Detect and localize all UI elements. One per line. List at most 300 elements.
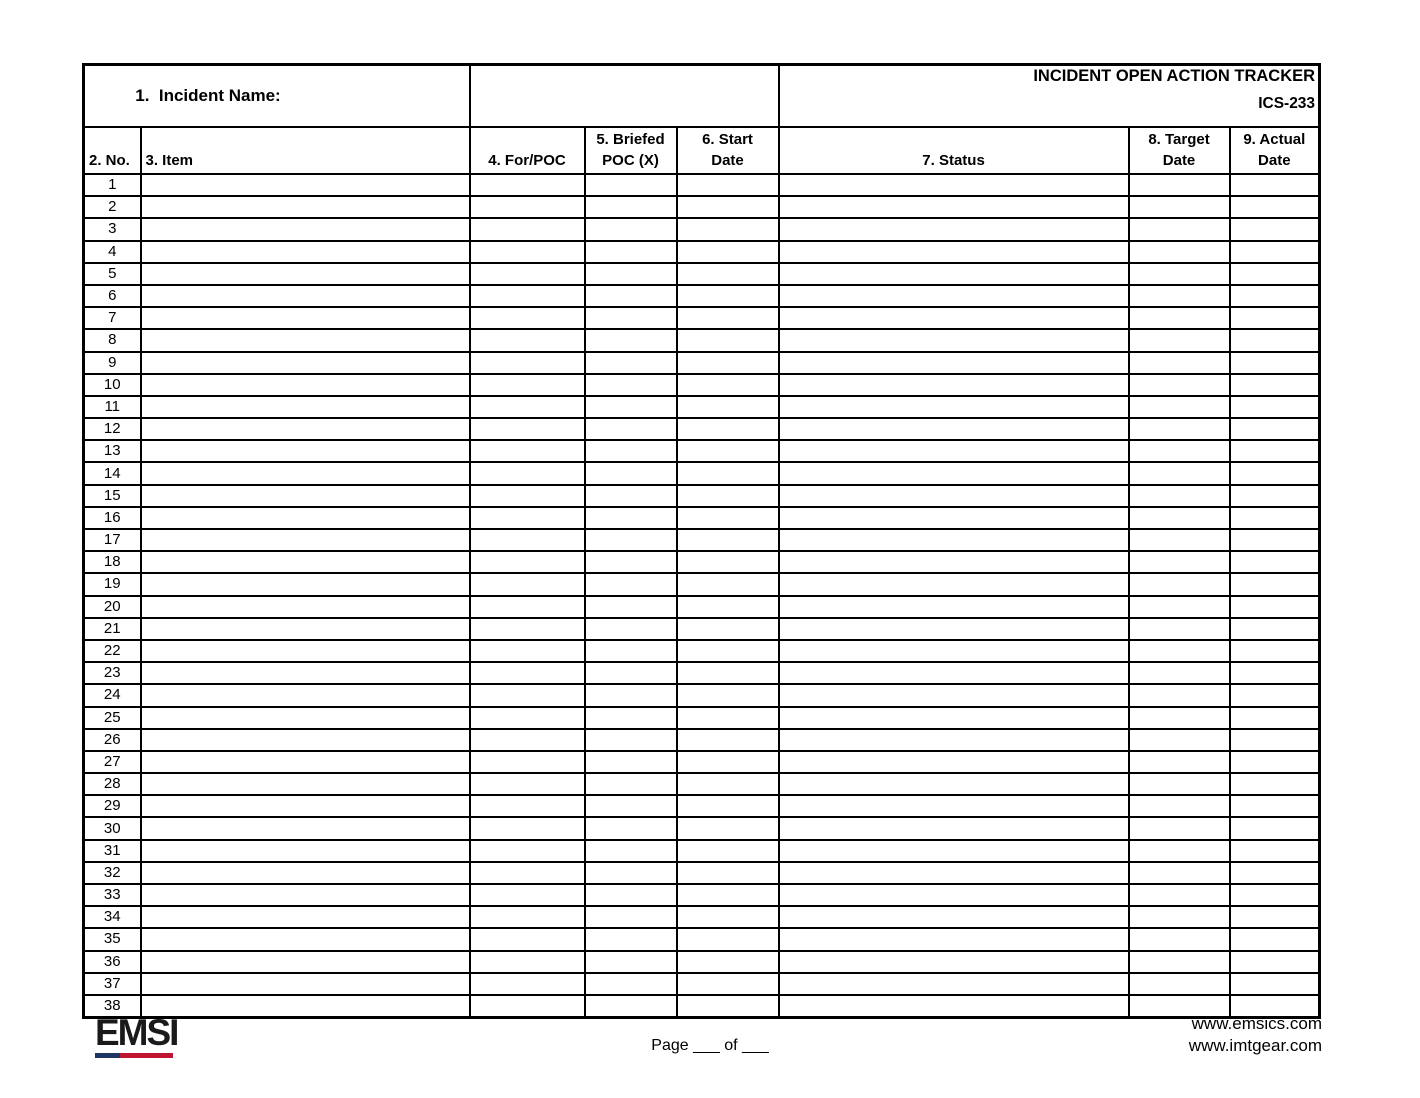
row-number-cell: 21 (84, 618, 141, 640)
target-date-cell[interactable] (1129, 640, 1230, 662)
table-row (84, 773, 1320, 795)
for-poc-cell[interactable] (470, 973, 585, 995)
for-poc-cell[interactable] (470, 795, 585, 817)
target-date-cell[interactable] (1129, 684, 1230, 706)
item-cell[interactable] (141, 440, 470, 462)
briefed-poc-cell[interactable] (585, 396, 677, 418)
for-poc-cell[interactable] (470, 263, 585, 285)
item-cell[interactable] (141, 462, 470, 484)
status-cell[interactable] (779, 329, 1129, 351)
item-cell[interactable] (141, 374, 470, 396)
status-cell[interactable] (779, 218, 1129, 240)
target-date-cell[interactable] (1129, 707, 1230, 729)
start-date-cell[interactable] (677, 862, 779, 884)
item-cell[interactable] (141, 906, 470, 928)
for-poc-cell[interactable] (470, 995, 585, 1017)
target-date-cell[interactable] (1129, 573, 1230, 595)
form-title-row (84, 65, 1320, 128)
status-cell[interactable] (779, 418, 1129, 440)
for-poc-cell[interactable] (470, 329, 585, 351)
actual-date-cell[interactable] (1230, 418, 1320, 440)
start-date-cell[interactable] (677, 951, 779, 973)
status-cell[interactable] (779, 374, 1129, 396)
start-date-cell[interactable] (677, 329, 779, 351)
for-poc-cell[interactable] (470, 884, 585, 906)
actual-date-cell[interactable] (1230, 551, 1320, 573)
for-poc-cell[interactable] (470, 241, 585, 263)
row-number-cell: 27 (84, 751, 141, 773)
for-poc-cell[interactable] (470, 174, 585, 196)
target-date-cell[interactable] (1129, 795, 1230, 817)
briefed-poc-cell[interactable] (585, 374, 677, 396)
row-number-cell: 5 (84, 263, 141, 285)
actual-date-cell[interactable] (1230, 640, 1320, 662)
for-poc-cell[interactable] (470, 440, 585, 462)
briefed-poc-cell[interactable] (585, 551, 677, 573)
item-cell[interactable] (141, 795, 470, 817)
target-date-cell[interactable] (1129, 773, 1230, 795)
item-cell[interactable] (141, 241, 470, 263)
row-number-cell: 32 (84, 862, 141, 884)
target-date-cell[interactable] (1129, 329, 1230, 351)
item-cell[interactable] (141, 174, 470, 196)
table-row (84, 906, 1320, 928)
start-date-cell[interactable] (677, 618, 779, 640)
actual-date-cell[interactable] (1230, 662, 1320, 684)
row-number-cell: 14 (84, 462, 141, 484)
briefed-poc-cell[interactable] (585, 507, 677, 529)
status-cell[interactable] (779, 707, 1129, 729)
row-number-cell: 1 (84, 174, 141, 196)
for-poc-cell[interactable] (470, 951, 585, 973)
status-cell[interactable] (779, 951, 1129, 973)
for-poc-cell[interactable] (470, 396, 585, 418)
status-cell[interactable] (779, 817, 1129, 839)
actual-date-cell[interactable] (1230, 729, 1320, 751)
briefed-poc-cell[interactable] (585, 485, 677, 507)
target-date-cell[interactable] (1129, 662, 1230, 684)
item-cell[interactable] (141, 551, 470, 573)
for-poc-cell[interactable] (470, 729, 585, 751)
start-date-cell[interactable] (677, 418, 779, 440)
briefed-poc-cell[interactable] (585, 751, 677, 773)
for-poc-cell[interactable] (470, 507, 585, 529)
status-cell[interactable] (779, 618, 1129, 640)
start-date-cell[interactable] (677, 440, 779, 462)
actual-date-cell[interactable] (1230, 329, 1320, 351)
incident-name-field[interactable] (84, 65, 470, 128)
briefed-poc-cell[interactable] (585, 529, 677, 551)
item-cell[interactable] (141, 618, 470, 640)
briefed-poc-cell[interactable] (585, 729, 677, 751)
status-cell[interactable] (779, 285, 1129, 307)
incident-name-label: 1. Incident Name: (135, 86, 281, 105)
actual-date-cell[interactable] (1230, 618, 1320, 640)
start-date-cell[interactable] (677, 352, 779, 374)
briefed-poc-cell[interactable] (585, 973, 677, 995)
actual-date-cell[interactable] (1230, 396, 1320, 418)
status-cell[interactable] (779, 773, 1129, 795)
briefed-poc-cell[interactable] (585, 862, 677, 884)
actual-date-cell[interactable] (1230, 196, 1320, 218)
target-date-cell[interactable] (1129, 374, 1230, 396)
emsi-logo-text: EMSI (95, 1012, 178, 1053)
status-cell[interactable] (779, 529, 1129, 551)
item-cell[interactable] (141, 196, 470, 218)
for-poc-cell[interactable] (470, 285, 585, 307)
start-date-cell[interactable] (677, 684, 779, 706)
briefed-poc-cell[interactable] (585, 840, 677, 862)
actual-date-cell[interactable] (1230, 707, 1320, 729)
status-cell[interactable] (779, 174, 1129, 196)
actual-date-cell[interactable] (1230, 973, 1320, 995)
target-date-cell[interactable] (1129, 906, 1230, 928)
for-poc-cell[interactable] (470, 418, 585, 440)
target-date-cell[interactable] (1129, 884, 1230, 906)
status-cell[interactable] (779, 485, 1129, 507)
start-date-cell[interactable] (677, 485, 779, 507)
table-row (84, 662, 1320, 684)
status-cell[interactable] (779, 396, 1129, 418)
briefed-poc-cell[interactable] (585, 307, 677, 329)
briefed-poc-cell[interactable] (585, 773, 677, 795)
start-date-cell[interactable] (677, 884, 779, 906)
briefed-poc-cell[interactable] (585, 618, 677, 640)
start-date-cell[interactable] (677, 751, 779, 773)
briefed-poc-cell[interactable] (585, 352, 677, 374)
status-cell[interactable] (779, 862, 1129, 884)
briefed-poc-cell[interactable] (585, 707, 677, 729)
actual-date-cell[interactable] (1230, 507, 1320, 529)
row-number-cell: 26 (84, 729, 141, 751)
for-poc-cell[interactable] (470, 928, 585, 950)
target-date-cell[interactable] (1129, 174, 1230, 196)
actual-date-cell[interactable] (1230, 596, 1320, 618)
actual-date-cell[interactable] (1230, 352, 1320, 374)
briefed-poc-cell[interactable] (585, 241, 677, 263)
status-cell[interactable] (779, 196, 1129, 218)
actual-date-cell[interactable] (1230, 285, 1320, 307)
row-number-cell: 13 (84, 440, 141, 462)
actual-date-cell[interactable] (1230, 817, 1320, 839)
row-number-cell: 37 (84, 973, 141, 995)
actual-date-cell[interactable] (1230, 263, 1320, 285)
row-number-cell: 9 (84, 352, 141, 374)
item-cell[interactable] (141, 307, 470, 329)
actual-date-cell[interactable] (1230, 573, 1320, 595)
item-cell[interactable] (141, 485, 470, 507)
start-date-cell[interactable] (677, 596, 779, 618)
item-cell[interactable] (141, 263, 470, 285)
target-date-cell[interactable] (1129, 751, 1230, 773)
incident-name-input-area[interactable] (470, 65, 779, 128)
status-cell[interactable] (779, 241, 1129, 263)
for-poc-cell[interactable] (470, 573, 585, 595)
briefed-poc-cell[interactable] (585, 795, 677, 817)
status-cell[interactable] (779, 263, 1129, 285)
start-date-cell[interactable] (677, 817, 779, 839)
for-poc-cell[interactable] (470, 906, 585, 928)
status-cell[interactable] (779, 884, 1129, 906)
item-cell[interactable] (141, 662, 470, 684)
actual-date-cell[interactable] (1230, 884, 1320, 906)
target-date-cell[interactable] (1129, 840, 1230, 862)
item-cell[interactable] (141, 729, 470, 751)
briefed-poc-cell[interactable] (585, 995, 677, 1017)
actual-date-cell[interactable] (1230, 485, 1320, 507)
row-number-cell: 33 (84, 884, 141, 906)
start-date-cell[interactable] (677, 374, 779, 396)
status-cell[interactable] (779, 995, 1129, 1017)
target-date-cell[interactable] (1129, 551, 1230, 573)
for-poc-cell[interactable] (470, 684, 585, 706)
start-date-cell[interactable] (677, 507, 779, 529)
item-cell[interactable] (141, 973, 470, 995)
briefed-poc-cell[interactable] (585, 906, 677, 928)
for-poc-cell[interactable] (470, 618, 585, 640)
briefed-poc-cell[interactable] (585, 418, 677, 440)
start-date-cell[interactable] (677, 307, 779, 329)
actual-date-cell[interactable] (1230, 951, 1320, 973)
item-cell[interactable] (141, 218, 470, 240)
row-number-cell: 35 (84, 928, 141, 950)
target-date-cell[interactable] (1129, 218, 1230, 240)
for-poc-cell[interactable] (470, 529, 585, 551)
for-poc-cell[interactable] (470, 817, 585, 839)
for-poc-cell[interactable] (470, 218, 585, 240)
status-cell[interactable] (779, 640, 1129, 662)
start-date-cell[interactable] (677, 285, 779, 307)
briefed-poc-cell[interactable] (585, 196, 677, 218)
table-row (84, 329, 1320, 351)
target-date-cell[interactable] (1129, 928, 1230, 950)
for-poc-cell[interactable] (470, 462, 585, 484)
table-row (84, 196, 1320, 218)
status-cell[interactable] (779, 596, 1129, 618)
actual-date-cell[interactable] (1230, 773, 1320, 795)
start-date-cell[interactable] (677, 241, 779, 263)
status-cell[interactable] (779, 462, 1129, 484)
item-cell[interactable] (141, 862, 470, 884)
target-date-cell[interactable] (1129, 817, 1230, 839)
status-cell[interactable] (779, 795, 1129, 817)
briefed-poc-cell[interactable] (585, 662, 677, 684)
item-cell[interactable] (141, 329, 470, 351)
for-poc-cell[interactable] (470, 751, 585, 773)
item-cell[interactable] (141, 529, 470, 551)
briefed-poc-cell[interactable] (585, 951, 677, 973)
actual-date-cell[interactable] (1230, 862, 1320, 884)
item-cell[interactable] (141, 773, 470, 795)
briefed-poc-cell[interactable] (585, 640, 677, 662)
item-cell[interactable] (141, 707, 470, 729)
target-date-cell[interactable] (1129, 973, 1230, 995)
status-cell[interactable] (779, 729, 1129, 751)
item-cell[interactable] (141, 751, 470, 773)
actual-date-cell[interactable] (1230, 241, 1320, 263)
status-cell[interactable] (779, 840, 1129, 862)
target-date-cell[interactable] (1129, 196, 1230, 218)
start-date-cell[interactable] (677, 906, 779, 928)
actual-date-cell[interactable] (1230, 795, 1320, 817)
start-date-cell[interactable] (677, 840, 779, 862)
for-poc-cell[interactable] (470, 662, 585, 684)
target-date-cell[interactable] (1129, 951, 1230, 973)
for-poc-cell[interactable] (470, 862, 585, 884)
item-cell[interactable] (141, 573, 470, 595)
start-date-cell[interactable] (677, 973, 779, 995)
target-date-cell[interactable] (1129, 485, 1230, 507)
for-poc-cell[interactable] (470, 307, 585, 329)
for-poc-cell[interactable] (470, 485, 585, 507)
briefed-poc-cell[interactable] (585, 684, 677, 706)
for-poc-cell[interactable] (470, 551, 585, 573)
item-cell[interactable] (141, 396, 470, 418)
item-cell[interactable] (141, 418, 470, 440)
start-date-cell[interactable] (677, 662, 779, 684)
item-cell[interactable] (141, 352, 470, 374)
status-cell[interactable] (779, 662, 1129, 684)
for-poc-cell[interactable] (470, 640, 585, 662)
start-date-cell[interactable] (677, 529, 779, 551)
for-poc-cell[interactable] (470, 374, 585, 396)
start-date-cell[interactable] (677, 218, 779, 240)
for-poc-cell[interactable] (470, 196, 585, 218)
target-date-cell[interactable] (1129, 729, 1230, 751)
start-date-cell[interactable] (677, 640, 779, 662)
for-poc-cell[interactable] (470, 840, 585, 862)
briefed-poc-cell[interactable] (585, 285, 677, 307)
target-date-cell[interactable] (1129, 352, 1230, 374)
table-row (84, 618, 1320, 640)
start-date-cell[interactable] (677, 707, 779, 729)
briefed-poc-cell[interactable] (585, 218, 677, 240)
target-date-cell[interactable] (1129, 396, 1230, 418)
target-date-cell[interactable] (1129, 307, 1230, 329)
briefed-poc-cell[interactable] (585, 462, 677, 484)
status-cell[interactable] (779, 928, 1129, 950)
start-date-cell[interactable] (677, 928, 779, 950)
actual-date-cell[interactable] (1230, 928, 1320, 950)
for-poc-cell[interactable] (470, 707, 585, 729)
briefed-poc-cell[interactable] (585, 174, 677, 196)
target-date-cell[interactable] (1129, 440, 1230, 462)
status-cell[interactable] (779, 440, 1129, 462)
status-cell[interactable] (779, 751, 1129, 773)
item-cell[interactable] (141, 928, 470, 950)
for-poc-cell[interactable] (470, 773, 585, 795)
briefed-poc-cell[interactable] (585, 440, 677, 462)
target-date-cell[interactable] (1129, 596, 1230, 618)
target-date-cell[interactable] (1129, 529, 1230, 551)
item-cell[interactable] (141, 684, 470, 706)
start-date-cell[interactable] (677, 573, 779, 595)
actual-date-cell[interactable] (1230, 840, 1320, 862)
actual-date-cell[interactable] (1230, 174, 1320, 196)
status-cell[interactable] (779, 551, 1129, 573)
target-date-cell[interactable] (1129, 418, 1230, 440)
table-row (84, 973, 1320, 995)
start-date-cell[interactable] (677, 773, 779, 795)
table-header (84, 65, 1320, 175)
table-row (84, 485, 1320, 507)
item-cell[interactable] (141, 640, 470, 662)
item-cell[interactable] (141, 840, 470, 862)
actual-date-cell[interactable] (1230, 440, 1320, 462)
col-header-no: 2. No. (84, 127, 141, 174)
col-header-for-poc: 4. For/POC (470, 127, 585, 174)
actual-date-cell[interactable] (1230, 307, 1320, 329)
actual-date-cell[interactable] (1230, 906, 1320, 928)
briefed-poc-cell[interactable] (585, 263, 677, 285)
status-cell[interactable] (779, 307, 1129, 329)
start-date-cell[interactable] (677, 462, 779, 484)
actual-date-cell[interactable] (1230, 529, 1320, 551)
start-date-cell[interactable] (677, 551, 779, 573)
actual-date-cell[interactable] (1230, 218, 1320, 240)
actual-date-cell[interactable] (1230, 462, 1320, 484)
start-date-cell[interactable] (677, 795, 779, 817)
for-poc-cell[interactable] (470, 596, 585, 618)
actual-date-cell[interactable] (1230, 751, 1320, 773)
start-date-cell[interactable] (677, 196, 779, 218)
briefed-poc-cell[interactable] (585, 329, 677, 351)
target-date-cell[interactable] (1129, 862, 1230, 884)
website-emsics: www.emsics.com (1191, 1014, 1322, 1033)
actual-date-cell[interactable] (1230, 374, 1320, 396)
briefed-poc-cell[interactable] (585, 596, 677, 618)
target-date-cell[interactable] (1129, 285, 1230, 307)
briefed-poc-cell[interactable] (585, 928, 677, 950)
actual-date-cell[interactable] (1230, 684, 1320, 706)
for-poc-cell[interactable] (470, 352, 585, 374)
item-cell[interactable] (141, 817, 470, 839)
row-number-cell: 25 (84, 707, 141, 729)
target-date-cell[interactable] (1129, 507, 1230, 529)
target-date-cell[interactable] (1129, 241, 1230, 263)
table-row (84, 684, 1320, 706)
status-cell[interactable] (779, 573, 1129, 595)
briefed-poc-cell[interactable] (585, 817, 677, 839)
row-number-cell: 28 (84, 773, 141, 795)
start-date-cell[interactable] (677, 995, 779, 1017)
status-cell[interactable] (779, 906, 1129, 928)
table-row (84, 640, 1320, 662)
status-cell[interactable] (779, 352, 1129, 374)
target-date-cell[interactable] (1129, 263, 1230, 285)
item-cell[interactable] (141, 596, 470, 618)
briefed-poc-cell[interactable] (585, 573, 677, 595)
start-date-cell[interactable] (677, 174, 779, 196)
form-title-cell (779, 65, 1320, 128)
status-cell[interactable] (779, 684, 1129, 706)
item-cell[interactable] (141, 951, 470, 973)
item-cell[interactable] (141, 884, 470, 906)
target-date-cell[interactable] (1129, 462, 1230, 484)
start-date-cell[interactable] (677, 263, 779, 285)
briefed-poc-cell[interactable] (585, 884, 677, 906)
start-date-cell[interactable] (677, 396, 779, 418)
table-row (84, 729, 1320, 751)
target-date-cell[interactable] (1129, 618, 1230, 640)
status-cell[interactable] (779, 973, 1129, 995)
row-number-cell: 31 (84, 840, 141, 862)
start-date-cell[interactable] (677, 729, 779, 751)
item-cell[interactable] (141, 285, 470, 307)
table-row (84, 418, 1320, 440)
status-cell[interactable] (779, 507, 1129, 529)
item-cell[interactable] (141, 507, 470, 529)
